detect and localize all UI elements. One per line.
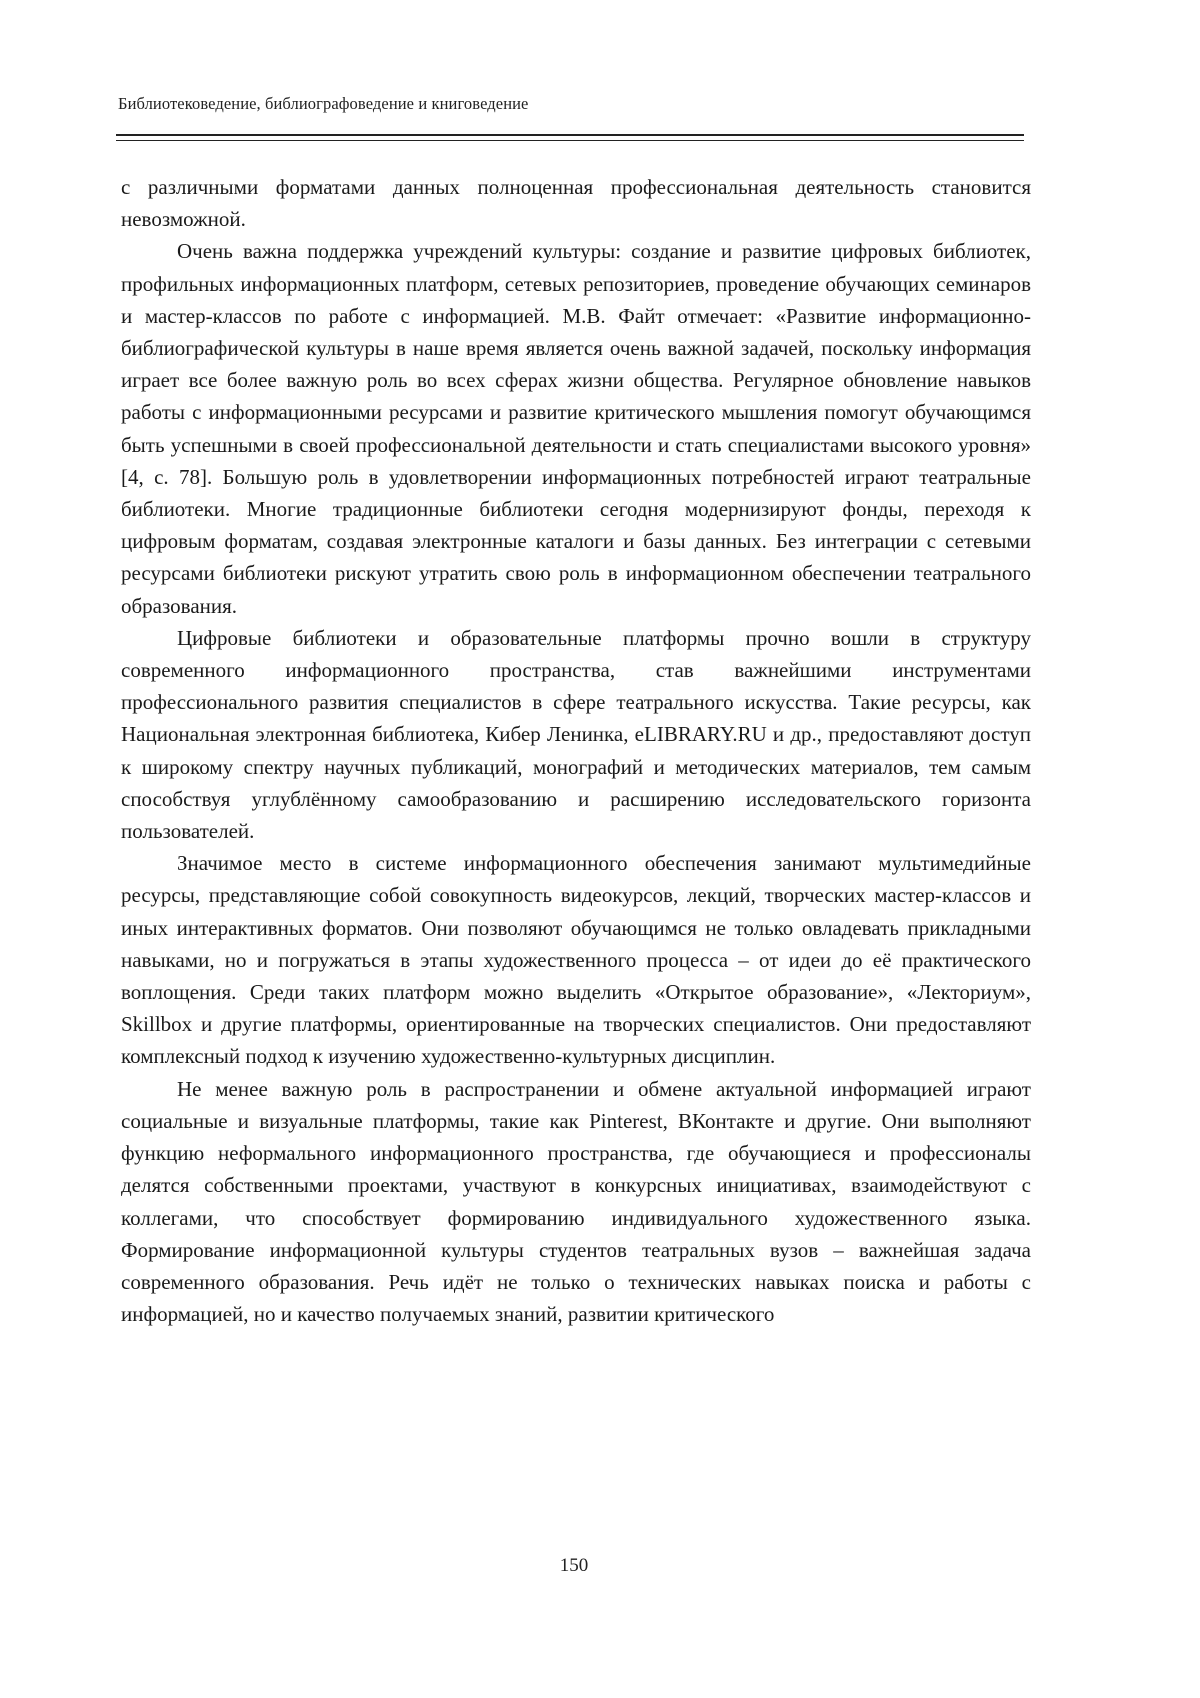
header-rule-thick [116,134,1024,136]
paragraph: Значимое место в системе информационного обеспечения занимают мультимедийные ресурсы, представляющие собой совокупность видеокурсов, лекций, творческих мастер-классов и иных интерактивных форматов. Они позволяют обучающимся не только овладевать прикладными навыками, но и погружаться в этапы художественного процесса – от идеи до её практического воплощения. Среди таких платформ можно выделить «Открытое образование», «Лекториум», Skillbox и другие платформы, ориентированные на творческих специалистов. Они предоставляют комплексный подход к изучению художественно-культурных дисциплин. [121,851,1031,1069]
paragraph: Очень важна поддержка учреждений культуры: создание и развитие цифровых библиотек, профильных информационных платформ, сетевых репозиториев, проведение обучающих семинаров и мастер-классов по работе с информацией. М.В. Файт отмечает: «Развитие информационно-библиографической культуры в наше время является очень важной задачей, поскольку информация играет все более важную роль во всех сферах жизни общества. Регулярное обновление навыков работы с информационными ресурсами и развитие критического мышления помогут обучающимся быть успешными в своей профессиональной деятельности и стать специалистами высокого уровня» [4, с. 78]. Большую роль в удовлетворении информационных потребностей играют театральные библиотеки. Многие традиционные библиотеки сегодня модернизируют фонды, переходя к цифровым форматам, создавая электронные каталоги и базы данных. Без интеграции с сетевыми ресурсами библиотеки рискуют утратить свою роль в информационном обеспечении театрального образования. [121,239,1031,618]
header-rule-thin [116,140,1024,141]
running-header: Библиотековедение, библиографоведение и книговедение [118,94,529,113]
paragraph: Не менее важную роль в распространении и обмене актуальной информацией играют социальные и визуальные платформы, такие как Pinterest, ВКонтакте и другие. Они выполняют функцию неформального информационного пространства, где обучающиеся и профессионалы делятся собственными проектами, участвуют в конкурсных инициативах, взаимодействуют с коллегами, что способствует формированию индивидуального художественного языка. Формирование информационной культуры студентов театральных вузов – важнейшая задача современного образования. Речь идёт не только о технических навыках поиска и работы с информацией, но и качество получаемых знаний, развитии критического [121,1076,1031,1327]
paragraph-continuation: с различными форматами данных полноценная профессиональная деятельность становится невозможной. [121,175,1031,232]
paragraph: Цифровые библиотеки и образовательные платформы прочно вошли в структуру современного информационного пространства, став важнейшими инструментами профессионального развития специалистов в сфере театрального искусства. Такие ресурсы, как Национальная электронная библиотека, Кибер Ленинка, eLIBRARY.RU и др., предоставляют доступ к широкому спектру научных публикаций, монографий и методических материалов, тем самым способствуя углублённому самообразованию и расширению исследовательского горизонта пользователей. [121,625,1031,844]
page-number: 150 [559,1555,589,1576]
page-body [121,171,1031,1330]
